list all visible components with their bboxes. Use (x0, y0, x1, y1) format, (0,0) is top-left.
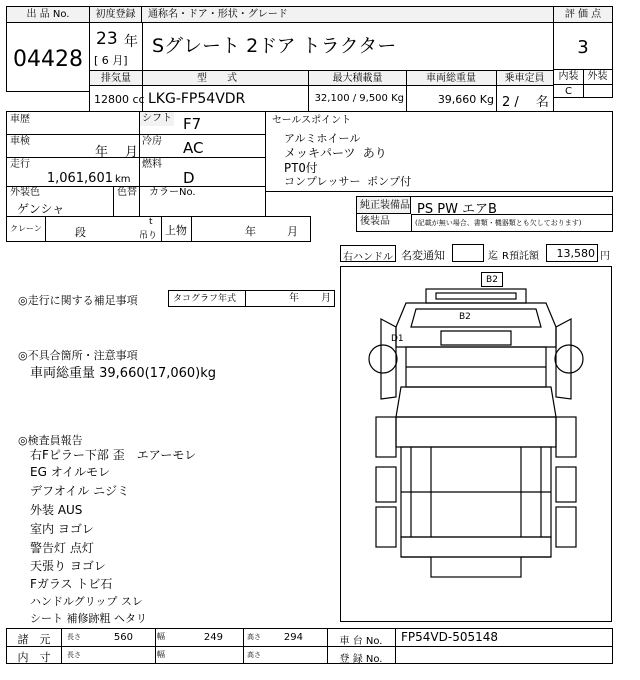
grade-label: 通称名・ドア・形状・グレード (142, 7, 553, 23)
damage-mark-label: B2 (486, 275, 498, 285)
lot-box (6, 6, 90, 92)
steering-value: 右ハンドル (343, 252, 393, 263)
mileage-unit: km (115, 174, 131, 185)
mileage-value: 1,061,601 (46, 171, 113, 186)
sales-point-item: コンプレッサー ポンプ付 (284, 175, 412, 188)
chassis-label: 車 台 No. (339, 636, 383, 647)
exterior-label: 外装 (587, 71, 608, 82)
shift-label: シフト (142, 113, 172, 124)
ac-label: 冷房 (142, 136, 162, 147)
exterior-color: ゲンシャ (17, 202, 65, 216)
inspector-item: 室内 ヨゴレ (30, 522, 94, 536)
damage-mark-label: D1 (391, 334, 404, 344)
steering-box (340, 245, 396, 262)
truck-outline-diagram (341, 267, 611, 621)
equipment-label: 純正装備品 (357, 197, 411, 214)
reg-label: 初度登録 (90, 7, 142, 23)
defects-title: ◎不具合箇所・注意事項 (18, 349, 138, 362)
crane-steps: 段 (75, 226, 86, 239)
recycle-amount: 13,580 (556, 247, 595, 260)
crane-label: クレーン (10, 224, 42, 233)
inspector-item: EG オイルモレ (30, 465, 111, 479)
color-change-label: 色替 (117, 187, 137, 198)
inspection-label: 車検 (10, 136, 30, 147)
sales-points-label: セールスポイント (272, 115, 352, 126)
inspector-item: ハンドルグリップ スレ (30, 595, 143, 608)
lot-label: 出 品 No. (7, 7, 89, 23)
name-change-label: 名変通知 (401, 249, 445, 262)
inner-length-label: 長さ (67, 651, 81, 659)
tacho-label: タコグラフ年式 (173, 294, 237, 304)
gross-weight: 39,660 Kg (437, 93, 494, 106)
crane-row (6, 216, 311, 242)
model-label: 型 式 (197, 73, 237, 84)
color-code-label: カラーNo. (149, 187, 196, 198)
capacity: 2 / 名 (502, 95, 549, 110)
damage-mark (481, 272, 503, 287)
inspection-year: 年 (95, 145, 109, 160)
inner-width-label: 幅 (157, 650, 165, 659)
recycle-label: R預託額 (502, 251, 539, 262)
sales-point-item: PTO付 (284, 161, 318, 175)
max-load: 32,100 / 9,500 Kg (314, 93, 404, 104)
sales-points-box (265, 111, 613, 192)
name-change-box (452, 244, 484, 262)
height-label: 高さ (247, 633, 261, 641)
inspector-item: シート 補修跡粗 ヘタリ (30, 612, 147, 625)
recycle-box (546, 244, 598, 262)
interior-label: 内装 (558, 71, 579, 82)
overall-score: 3 (577, 37, 589, 58)
displacement: 12800 cc (94, 93, 145, 106)
details-box (6, 111, 266, 217)
inspector-item: 天張り ヨゴレ (30, 559, 106, 573)
hoist-year: 年 (245, 225, 256, 238)
length-label: 長さ (67, 633, 81, 641)
hoist-month: 月 (287, 225, 298, 238)
reg-year: 23 (96, 29, 118, 49)
displacement-label: 排気量 (101, 73, 131, 84)
inspection-month: 月 (125, 145, 139, 160)
vehicle-grade: Sグレート 2ドア トラクター (152, 35, 397, 57)
inspector-item: 警告灯 点灯 (30, 541, 94, 555)
registration-label: 登 録 No. (339, 654, 383, 665)
length-value: 560 (113, 632, 133, 643)
aftermarket-label: 後装品 (360, 216, 390, 227)
reg-year-unit: 年 (124, 34, 138, 50)
max-load-label: 最大積載量 (332, 73, 383, 84)
inspector-item: 外装 AUS (30, 503, 83, 517)
grade-box (89, 6, 554, 71)
fuel-label: 燃料 (142, 159, 162, 170)
capacity-label: 乗車定員 (504, 73, 545, 84)
inspector-title: ◎検査員報告 (18, 434, 83, 447)
score-box (553, 6, 613, 98)
height-value: 294 (283, 632, 303, 643)
reg-month: [ 6 月] (94, 54, 128, 67)
fuel-value: D (183, 169, 195, 187)
shift-value: F7 (183, 115, 202, 133)
chassis-number: FP54VD-505148 (401, 630, 498, 644)
specs-box (89, 70, 554, 112)
damage-mark-label: B2 (459, 312, 471, 322)
tacho-month: 月 (321, 293, 331, 304)
model-code: LKG-FP54VDR (148, 91, 246, 107)
driving-notes-title: ◎走行に関する補足事項 (18, 294, 138, 307)
gross-weight-label: 車両総重量 (426, 73, 476, 84)
inspector-item: 右Fピラー下部 歪 エアーモレ (30, 448, 197, 462)
defects-text: 車両総重量 39,660(17,060)kg (30, 366, 217, 381)
inner-dims-label: 内 寸 (17, 651, 51, 664)
yen-unit: 円 (600, 251, 610, 262)
hoist-label: 上物 (165, 224, 187, 237)
equipment-value: PS PW エアB (417, 202, 497, 217)
damage-diagram (340, 266, 612, 622)
lot-number: 04428 (13, 47, 83, 72)
mileage-label: 走行 (10, 159, 30, 170)
recycle-prefix: 迄 (488, 251, 498, 262)
score-label: 評 価 点 (554, 7, 612, 23)
inner-height-label: 高さ (247, 651, 261, 659)
interior-score: C (565, 86, 572, 97)
footer-table (6, 628, 613, 664)
dims-label: 諸 元 (17, 633, 51, 646)
width-label: 幅 (157, 632, 165, 641)
sales-point-item: メッキパーツ あり (284, 146, 387, 160)
ac-value: AC (183, 139, 204, 157)
sales-point-item: アルミホイール (284, 132, 361, 145)
aftermarket-note: (記載が無い場合、書類・機器類とも欠しております) (415, 219, 582, 227)
inspector-item: Fガラス トビ石 (30, 577, 113, 591)
crane-ton: t (149, 217, 153, 227)
exterior-color-label: 外装色 (10, 187, 40, 198)
equipment-box (356, 196, 613, 232)
tacho-box (168, 290, 335, 307)
history-label: 車歴 (10, 114, 30, 125)
width-value: 249 (203, 632, 223, 643)
tacho-year: 年 (289, 293, 299, 304)
crane-lift: 吊り (139, 231, 158, 241)
inspector-item: デフオイル ニジミ (30, 484, 130, 498)
